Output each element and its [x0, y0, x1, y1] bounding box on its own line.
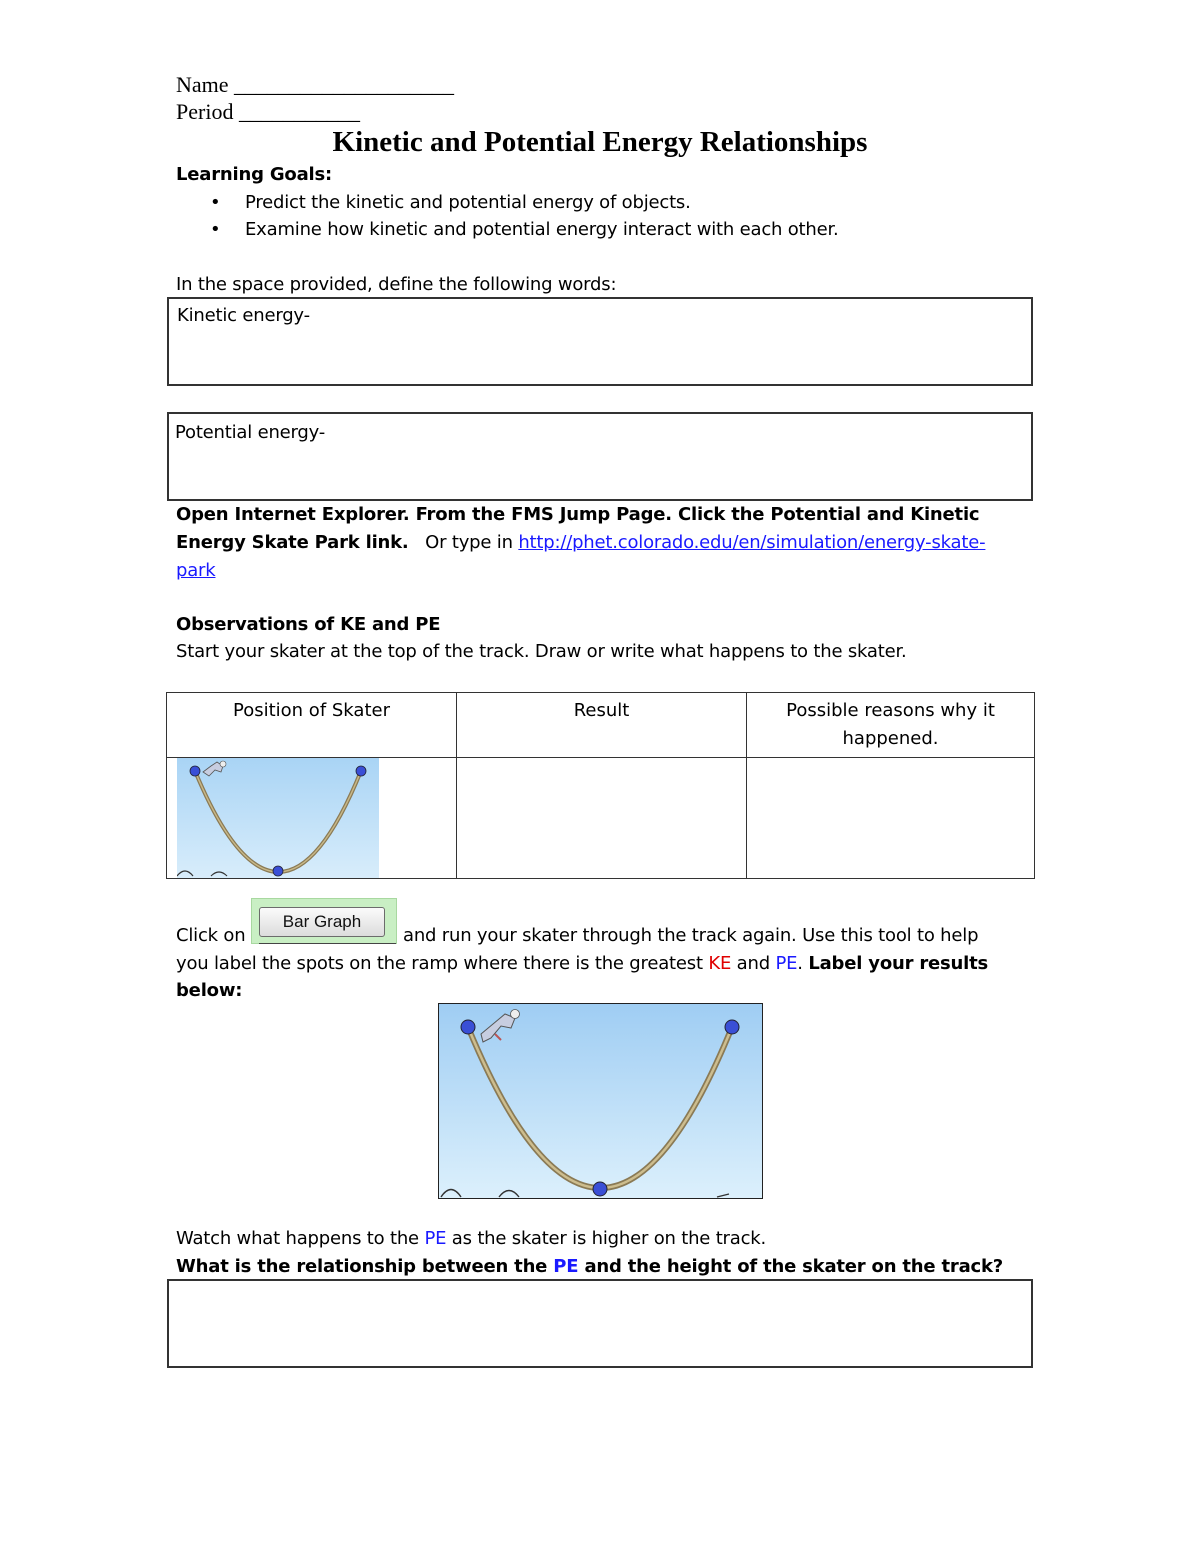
simulation-link-continued[interactable]: park: [176, 560, 216, 581]
period-text: .: [797, 953, 803, 974]
bar-graph-line-3: below:: [176, 980, 243, 1001]
table-header-result: Result: [457, 693, 747, 758]
watch-text-a: Watch what happens to the: [176, 1228, 419, 1249]
definitions-instruction: In the space provided, define the following words:: [176, 274, 617, 295]
or-type-in: Or type in: [425, 532, 513, 553]
instructions-line-1: Open Internet Explorer. From the FMS Jump Page. Click the Potential and Kinetic: [176, 504, 980, 525]
bullet-icon: •: [210, 192, 221, 213]
bullet-icon: •: [210, 219, 221, 240]
ke-term: KE: [708, 953, 732, 974]
observations-instruction: Start your skater at the top of the track. Draw or write what happens to the skater.: [176, 641, 907, 662]
name-line: Name ____________________: [176, 72, 455, 97]
pe-term: PE: [553, 1256, 579, 1277]
bar-graph-line-2-text: you label the spots on the ramp where there is the greatest: [176, 953, 703, 974]
kinetic-energy-answer-box[interactable]: [167, 297, 1033, 386]
table-cell-position: [167, 758, 457, 879]
bar-graph-button-highlight: [251, 898, 397, 944]
label-results-bold: Label your results: [808, 953, 989, 974]
potential-energy-answer-box[interactable]: [167, 412, 1033, 501]
observations-heading: Observations of KE and PE: [176, 614, 441, 635]
button-underline: [259, 943, 396, 944]
kinetic-energy-label: Kinetic energy-: [177, 305, 310, 326]
learning-goal-2: Examine how kinetic and potential energy interact with each other.: [245, 219, 839, 240]
click-on-text: Click on: [176, 925, 246, 946]
question-text-a: What is the relationship between the: [176, 1256, 548, 1277]
pe-term: PE: [775, 953, 798, 974]
large-skate-track-image: [438, 1003, 763, 1199]
potential-energy-label: Potential energy-: [175, 422, 326, 443]
instructions-bold-end: Energy Skate Park link.: [176, 532, 409, 553]
question-text-b: and the height of the skater on the track?: [584, 1256, 1004, 1277]
page-title: Kinetic and Potential Energy Relationships: [332, 126, 868, 158]
bar-graph-button[interactable]: Bar Graph: [259, 907, 385, 937]
period-line: Period ___________: [176, 99, 360, 124]
watch-pe-line: [176, 1228, 766, 1249]
watch-text-b: as the skater is higher on the track.: [451, 1228, 767, 1249]
pe-question: [176, 1256, 1003, 1277]
observations-table: [166, 692, 1035, 879]
bar-graph-line-1: and run your skater through the track again. Use this tool to help: [403, 925, 979, 946]
table-header-position: Position of Skater: [167, 693, 457, 758]
learning-goals-heading: Learning Goals:: [176, 164, 333, 185]
simulation-link[interactable]: http://phet.colorado.edu/en/simulation/energy-skate-: [518, 532, 986, 553]
table-cell-result[interactable]: [457, 758, 747, 879]
table-cell-reasons[interactable]: [747, 758, 1035, 879]
bar-graph-line-2: [176, 953, 988, 974]
pe-term: PE: [424, 1228, 447, 1249]
and-text: and: [736, 953, 770, 974]
table-header-reasons: Possible reasons why it happened.: [747, 693, 1035, 758]
pe-relationship-answer-box[interactable]: [167, 1279, 1033, 1368]
instructions-line-3: [176, 560, 215, 581]
skate-track-image: [177, 758, 379, 878]
instructions-line-2: [176, 532, 985, 553]
learning-goal-1: Predict the kinetic and potential energy of objects.: [245, 192, 691, 213]
